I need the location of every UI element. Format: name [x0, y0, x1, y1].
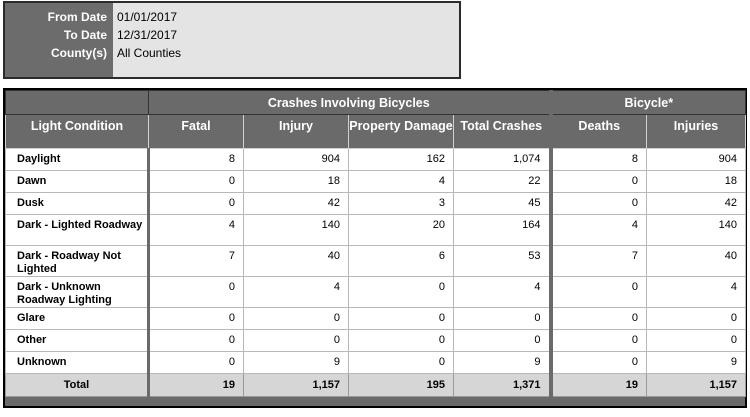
- cell-property-damage: 0: [349, 277, 454, 308]
- total-label: Total: [6, 374, 149, 397]
- cell-condition: Other: [6, 330, 149, 352]
- table-row: [6, 277, 746, 308]
- column-header-fatal: Fatal: [149, 115, 244, 149]
- column-header-row: [6, 115, 746, 149]
- cell-property-damage: 4: [349, 171, 454, 193]
- cell-deaths: 8: [551, 149, 647, 171]
- cell-total-crashes: 45: [454, 193, 551, 215]
- table-row: [6, 308, 746, 330]
- cell-fatal: 7: [149, 246, 244, 277]
- column-header-total-crashes: Total Crashes: [454, 115, 551, 149]
- cell-fatal: 0: [149, 352, 244, 374]
- cell-fatal: 4: [149, 215, 244, 246]
- cell-property-damage: 0: [349, 352, 454, 374]
- column-header-property-damage: Property Damage: [349, 115, 454, 149]
- cell-injuries: 0: [647, 308, 746, 330]
- cell-fatal: 0: [149, 308, 244, 330]
- cell-total-crashes: 53: [454, 246, 551, 277]
- cell-fatal: 0: [149, 193, 244, 215]
- column-header-light-condition: Light Condition: [6, 115, 149, 149]
- cell-total-crashes: 0: [454, 308, 551, 330]
- total-total-crashes: 1,371: [454, 374, 551, 397]
- table-row: [6, 246, 746, 277]
- cell-injury: 0: [244, 308, 349, 330]
- cell-condition: Glare: [6, 308, 149, 330]
- cell-property-damage: 6: [349, 246, 454, 277]
- total-injuries: 1,157: [647, 374, 746, 397]
- group-header-blank: [6, 91, 149, 115]
- cell-injury: 42: [244, 193, 349, 215]
- cell-fatal: 0: [149, 330, 244, 352]
- crash-table: [5, 90, 746, 397]
- cell-total-crashes: 4: [454, 277, 551, 308]
- table-row: [6, 330, 746, 352]
- cell-injuries: 40: [647, 246, 746, 277]
- cell-property-damage: 20: [349, 215, 454, 246]
- cell-condition: Dawn: [6, 171, 149, 193]
- filter-panel: [3, 1, 461, 79]
- cell-condition: Dark - Unknown Roadway Lighting: [6, 277, 149, 308]
- cell-deaths: 0: [551, 277, 647, 308]
- cell-injuries: 18: [647, 171, 746, 193]
- filter-label: County(s): [51, 46, 107, 60]
- group-header-bicycle: Bicycle*: [551, 91, 746, 115]
- cell-injuries: 0: [647, 330, 746, 352]
- cell-fatal: 8: [149, 149, 244, 171]
- filter-value: All Counties: [117, 46, 182, 60]
- cell-deaths: 0: [551, 193, 647, 215]
- cell-injuries: 9: [647, 352, 746, 374]
- cell-injury: 9: [244, 352, 349, 374]
- filter-row-from-date: [5, 7, 459, 27]
- cell-property-damage: 3: [349, 193, 454, 215]
- total-property-damage: 195: [349, 374, 454, 397]
- cell-injury: 140: [244, 215, 349, 246]
- cell-deaths: 0: [551, 308, 647, 330]
- cell-deaths: 7: [551, 246, 647, 277]
- cell-property-damage: 162: [349, 149, 454, 171]
- column-header-deaths: Deaths: [551, 115, 647, 149]
- table-row: [6, 352, 746, 374]
- table-row: [6, 171, 746, 193]
- table-row: [6, 215, 746, 246]
- table-row: [6, 149, 746, 171]
- cell-condition: Daylight: [6, 149, 149, 171]
- cell-injury: 4: [244, 277, 349, 308]
- table-row: [6, 193, 746, 215]
- cell-total-crashes: 1,074: [454, 149, 551, 171]
- cell-injury: 0: [244, 330, 349, 352]
- cell-deaths: 4: [551, 215, 647, 246]
- cell-condition: Dark - Lighted Roadway: [6, 215, 149, 246]
- filter-value: 12/31/2017: [117, 28, 178, 42]
- filter-label: From Date: [47, 10, 107, 24]
- crash-table-container: [3, 88, 747, 408]
- filter-value: 01/01/2017: [117, 10, 178, 24]
- total-injury: 1,157: [244, 374, 349, 397]
- cell-property-damage: 0: [349, 308, 454, 330]
- cell-injury: 904: [244, 149, 349, 171]
- cell-condition: Unknown: [6, 352, 149, 374]
- cell-total-crashes: 164: [454, 215, 551, 246]
- filter-row-to-date: [5, 25, 459, 45]
- group-header-row: [6, 91, 746, 115]
- cell-property-damage: 0: [349, 330, 454, 352]
- total-deaths: 19: [551, 374, 647, 397]
- group-header-crashes: Crashes Involving Bicycles: [149, 91, 551, 115]
- cell-total-crashes: 9: [454, 352, 551, 374]
- cell-fatal: 0: [149, 171, 244, 193]
- total-row: [6, 374, 746, 397]
- cell-deaths: 0: [551, 171, 647, 193]
- filter-row-counties: [5, 43, 459, 63]
- cell-total-crashes: 22: [454, 171, 551, 193]
- cell-injuries: 42: [647, 193, 746, 215]
- total-fatal: 19: [149, 374, 244, 397]
- cell-fatal: 0: [149, 277, 244, 308]
- column-header-injury: Injury: [244, 115, 349, 149]
- cell-deaths: 0: [551, 330, 647, 352]
- filter-label: To Date: [63, 28, 107, 42]
- cell-injuries: 904: [647, 149, 746, 171]
- cell-total-crashes: 0: [454, 330, 551, 352]
- cell-injury: 40: [244, 246, 349, 277]
- cell-injuries: 140: [647, 215, 746, 246]
- cell-condition: Dark - Roadway Not Lighted: [6, 246, 149, 277]
- cell-injury: 18: [244, 171, 349, 193]
- column-header-injuries: Injuries: [647, 115, 746, 149]
- cell-deaths: 0: [551, 352, 647, 374]
- cell-injuries: 4: [647, 277, 746, 308]
- cell-condition: Dusk: [6, 193, 149, 215]
